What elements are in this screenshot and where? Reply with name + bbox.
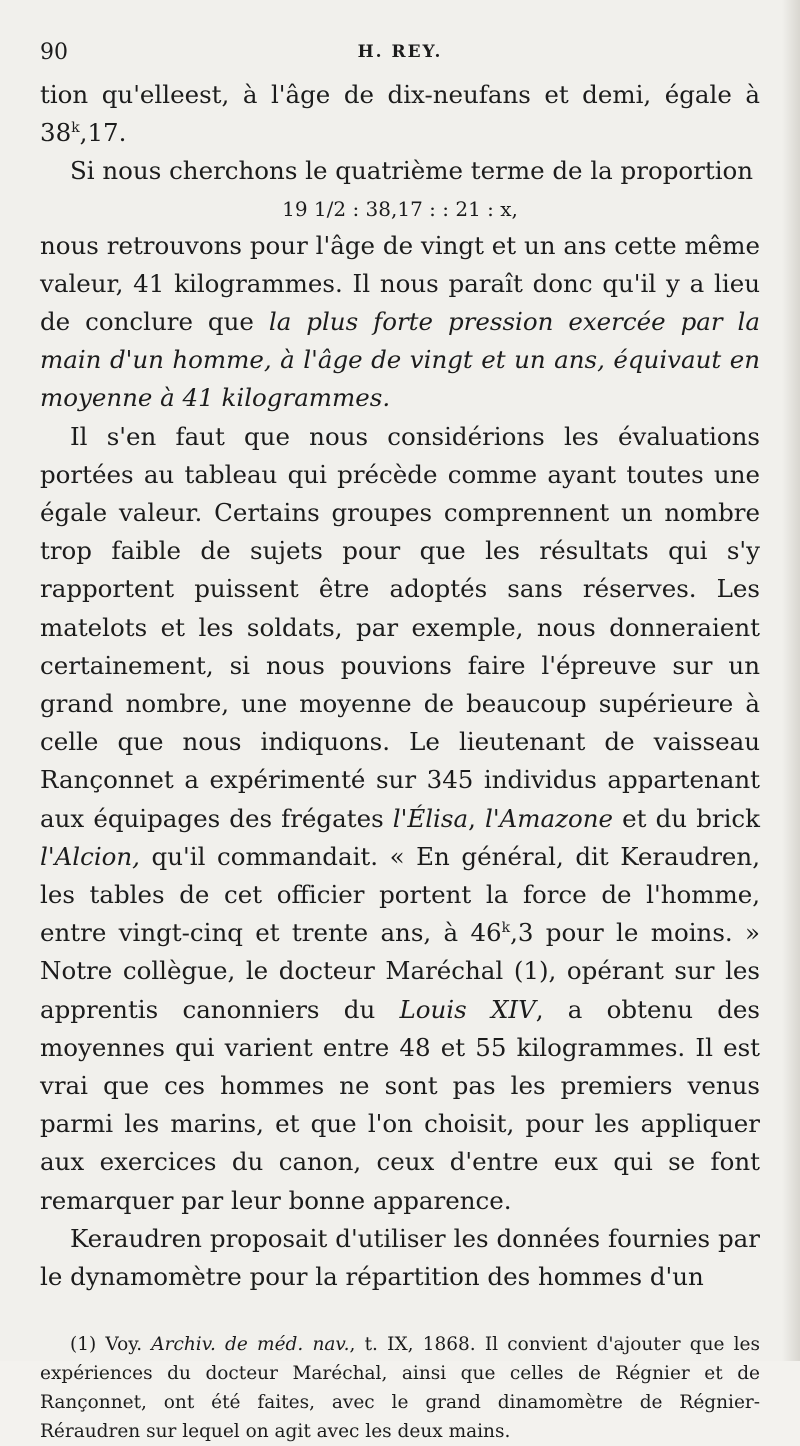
superscript: k — [71, 120, 80, 137]
italic-span: Louis XIV — [399, 994, 536, 1024]
text-span: tion qu'elleest, à l'âge de dix-neufans et demi, égale à 38 — [40, 80, 760, 148]
text-span: ,3 pour le moins. » Notre collègue, le docteur Maréchal (1), opérant sur les apprentis canonniers du — [40, 918, 760, 1024]
paragraph-2 — [40, 227, 760, 418]
italic-span: la plus forte pression exercée par la main d'un homme, à l'âge de vingt et un ans, équivaut en moyenne à 41 kilogrammes. — [40, 307, 760, 413]
italic-span: l'Amazone — [484, 803, 614, 833]
paragraph-3 — [40, 418, 760, 1220]
footnotes — [40, 1330, 760, 1446]
italic-span: Archiv. de méd. nav. — [151, 1334, 350, 1356]
text-span: qu'il commandait. « En général, dit Keraudren, les tables de cet officier portent la force de l'homme, entre vingt-cinq et trente ans, à 46 — [40, 841, 760, 948]
body-text — [40, 76, 760, 1296]
text-span: Il s'en faut que nous considérions les évaluations portées au tableau qui précède comme ayant toutes une égale valeur. Certains groupes comprennent un nombre trop faible de sujets pour que les résultats qui s'y rapportent puissent être adoptés sans réserves. Les matelots et les soldats, par exemple, nous donneraient certainement, si nous pouvions faire l'épreuve sur un grand nombre, une moyenne de beaucoup supérieure à celle que nous indiquons. Le lieutenant de vaisseau Rançonnet a expérimenté sur 345 individus appartenant aux équipages des frégates — [40, 421, 760, 833]
paragraph-4: Keraudren proposait d'utiliser les données fournies par le dynamomètre pour la répartition des hommes d'un — [40, 1223, 760, 1292]
text-span: , — [468, 803, 485, 833]
text-span: , t. IX, 1868. Il convient d'ajouter que les expériences du docteur Maréchal, ainsi que celles de Régnier et de Rançonnet, ont été faites, avec le grand dinamomètre de Régnier-Réraudren sur lequel on agit avec les deux mains. — [40, 1334, 761, 1443]
paragraph-1-line-2: Si nous cherchons le quatrième terme de la proportion — [70, 156, 754, 186]
formula: 19 1/2 : 38,17 : : 21 : x, — [282, 196, 518, 221]
page-number: 90 — [40, 40, 68, 65]
text-span: ,17. — [79, 118, 127, 148]
page-header — [40, 36, 760, 76]
italic-span: l'Élisa — [392, 803, 469, 833]
text-span: , a obtenu des moyennes qui varient entre 48 et 55 kilogrammes. Il est vrai que ces hommes ne sont pas les premiers venus parmi les marins, et que l'on choisit, pour les appliquer aux exercices du canon, ceux d'entre eux qui se font remarquer par leur bonne apparence. — [40, 994, 761, 1215]
text-span: (1) Voy. — [70, 1334, 152, 1356]
text-span: et du brick — [613, 803, 760, 833]
text-span: nous retrouvons pour l'âge de vingt et un ans cette même valeur, 41 kilogrammes. Il nous paraît donc qu'il y a lieu de conclure que — [40, 230, 760, 337]
running-head: H. REY. — [357, 42, 443, 62]
italic-span: l'Alcion, — [40, 841, 140, 871]
paragraph-1-line-1 — [40, 76, 760, 152]
footnote-1 — [40, 1330, 760, 1446]
superscript: k — [501, 920, 511, 937]
